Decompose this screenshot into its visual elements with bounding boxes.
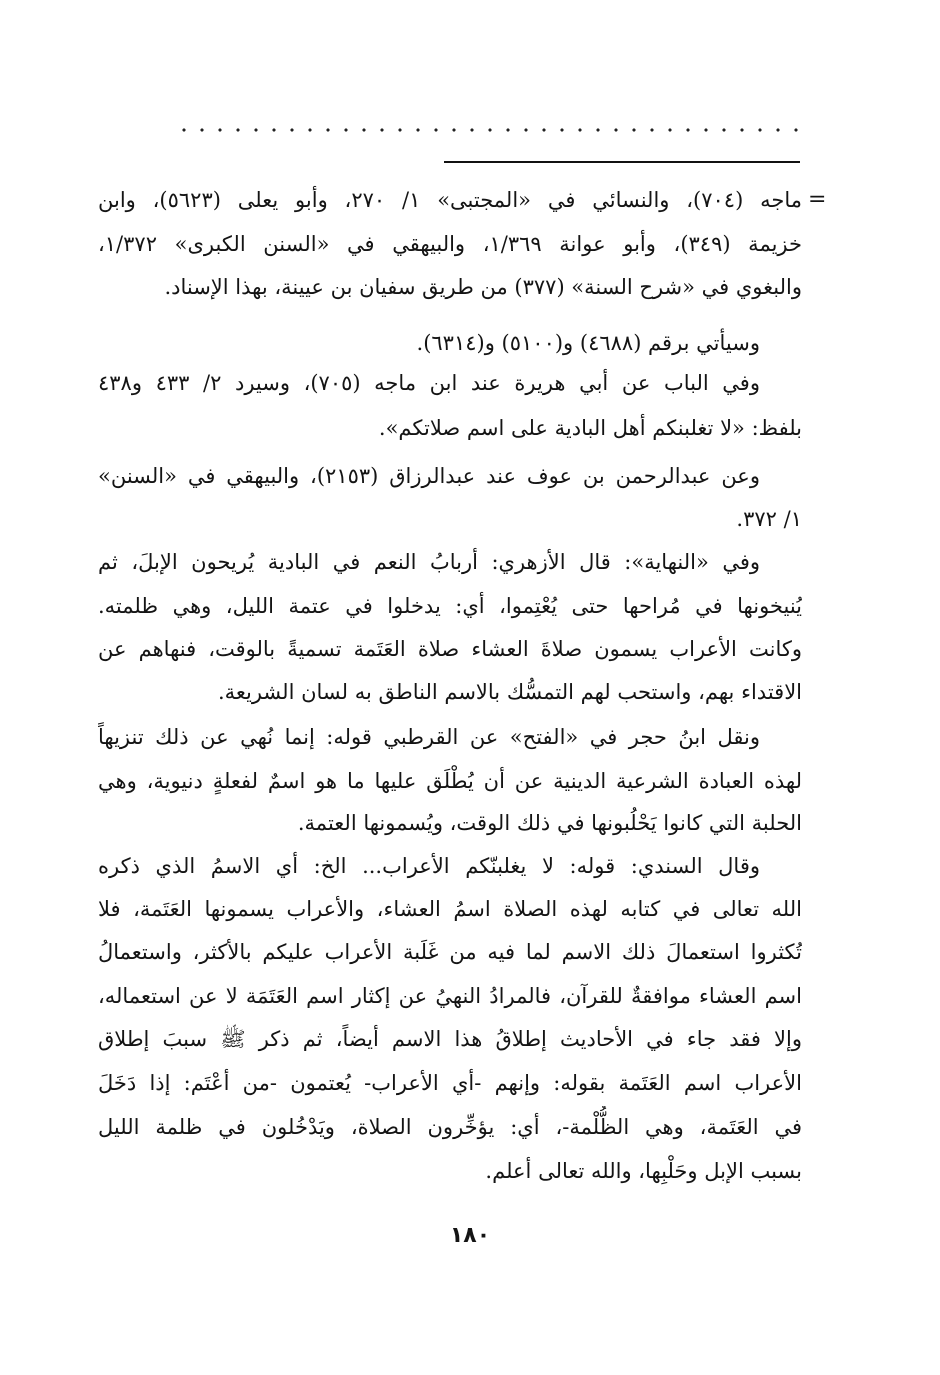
- text-line: الاقتداء بهم، واستحب لهم التمسُّك بالاسم الناطق به لسان الشريعة.: [217, 680, 802, 704]
- text-line: وفي «النهاية»: قال الأزهري: أربابُ النعم في البادية يُريحون الإبلَ، ثم: [98, 550, 760, 574]
- footnote-rule: [444, 161, 800, 163]
- text-line: لهذه العبادة الشرعية الدينية عن أن يُطْلَق عليها ما هو اسمٌ لفعلةٍ دنيوية، وهي: [98, 769, 802, 793]
- separator-dots: [175, 124, 805, 136]
- text-line: وسيأتي برقم (٤٦٨٨) و(٥١٠٠) و(٦٣١٤).: [416, 331, 760, 355]
- text-line: يُنيخونها في مُراحها حتى يُعْتِموا، أي: يدخلوا في عتمة الليل، وهي ظلمته.: [98, 594, 802, 618]
- text-line: ماجه (٧٠٤)، والنسائي في «المجتبى» ١/ ٢٧٠، وأبو يعلى (٥٦٢٣)، وابن: [98, 188, 802, 212]
- text-line: اسم العشاء موافقةٌ للقرآن، فالمرادُ النهيُ عن إكثار اسم العَتَمَة لا عن استعماله،: [98, 984, 802, 1008]
- footnote-continuation-marker: =: [808, 187, 827, 212]
- text-line: الله تعالى في كتابه لهذه الصلاة اسمُ العشاء، والأعراب يسمونها العَتَمة، فلا: [98, 897, 802, 921]
- text-line: بلفظ: «لا تغلبنكم أهل البادية على اسم صلاتكم».: [378, 416, 802, 440]
- text-line: الحلبة التي كانوا يَحْلُبونها في ذلك الوقت، ويُسمونها العتمة.: [297, 811, 802, 835]
- text-line: ونقل ابنُ حجر في «الفتح» عن القرطبي قوله: إنما نُهي عن ذلك تنزيهاً: [98, 725, 760, 749]
- text-line: الأعراب اسم العَتَمة بقوله: وإنهم -أي الأعراب- يُعتمون -من أعْتَم: إذا دَخَلَ: [98, 1071, 802, 1095]
- text-line: تُكثروا استعمالَ ذلك الاسم لما فيه من غَلَبة الأعراب عليكم بالأكثر، واستعمالُ: [98, 940, 802, 964]
- text-line: وإلا فقد جاء في الأحاديث إطلاقُ هذا الاسم أيضاً، ثم ذكر ﷺ سببَ إطلاق: [98, 1027, 802, 1051]
- text-line: والبغوي في «شرح السنة» (٣٧٧) من طريق سفيان بن عيينة، بهذا الإسناد.: [164, 275, 802, 299]
- text-line: في العَتَمة، وهي الظُّلْمة-، أي: يؤخِّرون الصلاة، ويَدْخُلون في ظلمة الليل: [98, 1115, 802, 1139]
- text-line: ١/ ٣٧٢.: [736, 507, 802, 531]
- page-number: ١٨٠: [449, 1223, 491, 1248]
- text-line: خزيمة (٣٤٩)، وأبو عوانة ١/٣٦٩، والبيهقي في «السنن الكبرى» ١/٣٧٢،: [98, 232, 802, 256]
- text-line: وكانت الأعراب يسمون صلاةَ العشاء صلاة العَتَمة تسميةً بالوقت، فنهاهم عن: [98, 637, 802, 661]
- text-line: بسبب الإبل وحَلْبِها، والله تعالى أعلم.: [485, 1159, 802, 1183]
- text-line: وعن عبدالرحمن بن عوف عند عبدالرزاق (٢١٥٣)، والبيهقي في «السنن»: [98, 464, 760, 488]
- text-line: وقال السندي: قوله: لا يغلبنّكم الأعراب... الخ: أي الاسمُ الذي ذكره: [98, 854, 760, 878]
- text-line: وفي الباب عن أبي هريرة عند ابن ماجه (٧٠٥)، وسيرد ٢/ ٤٣٣ و٤٣٨: [98, 371, 760, 395]
